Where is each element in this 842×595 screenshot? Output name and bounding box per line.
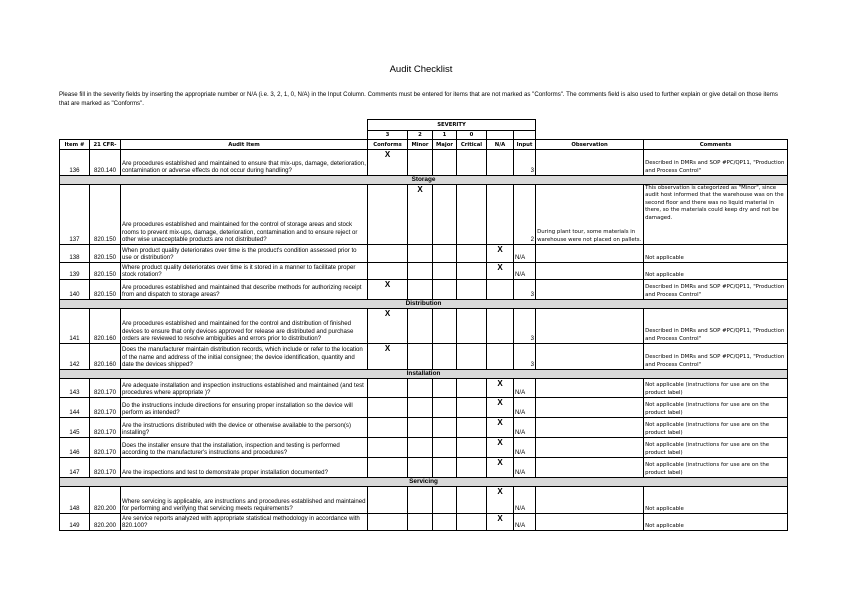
severity-3-label: 3 [368, 131, 408, 140]
comment-text[interactable]: Described in DMRs and SOP #PC/QP11, "Production and Process Control" [644, 344, 788, 370]
conforms-cell[interactable] [368, 185, 408, 245]
item-number: 140 [60, 280, 90, 300]
comment-text[interactable]: Not applicable [644, 514, 788, 531]
cfr-ref: 820.160 [90, 344, 121, 370]
observation-text[interactable] [536, 344, 644, 370]
audit-item-text: Are the instructions distributed with the device or otherwise available to the person(s) installing? [121, 418, 368, 438]
input-value[interactable]: N/A [514, 487, 536, 514]
critical-cell[interactable] [457, 458, 487, 478]
comment-text[interactable]: Not applicable (instructions for use are on the product label) [644, 379, 788, 398]
critical-cell[interactable] [457, 280, 487, 300]
table-row [60, 309, 788, 344]
na-mark[interactable]: X [487, 379, 514, 398]
input-value[interactable]: 3 [514, 344, 536, 370]
na-mark[interactable]: X [487, 514, 514, 531]
item-number: 144 [60, 398, 90, 418]
major-cell[interactable] [433, 458, 457, 478]
cfr-ref: 820.170 [90, 379, 121, 398]
audit-item-text: Are service reports analyzed with appropriate statistical methodology in accordance with 820.100? [121, 514, 368, 531]
na-mark[interactable]: X [487, 487, 514, 514]
minor-cell[interactable] [408, 514, 433, 531]
na-mark[interactable]: X [487, 245, 514, 263]
table-row [60, 487, 788, 514]
table-row [60, 150, 788, 176]
comment-text[interactable]: Not applicable (instructions for use are on the product label) [644, 438, 788, 458]
item-number: 137 [60, 185, 90, 245]
audit-item-text: Where product quality deteriorates over time is it stored in a manner to facilitate proper stock rotation? [121, 263, 368, 280]
conforms-mark[interactable]: X [368, 280, 408, 300]
minor-cell[interactable] [408, 418, 433, 438]
cfr-ref: 820.170 [90, 438, 121, 458]
item-number: 146 [60, 438, 90, 458]
col-cfr: 21 CFR- [90, 140, 121, 150]
minor-mark[interactable]: X [408, 185, 433, 245]
input-value[interactable]: 3 [514, 309, 536, 344]
item-number: 138 [60, 245, 90, 263]
major-cell[interactable] [433, 309, 457, 344]
severity-header: SEVERITY [368, 120, 536, 131]
conforms-cell[interactable] [368, 514, 408, 531]
conforms-cell[interactable] [368, 458, 408, 478]
comment-text[interactable]: Not applicable (instructions for use are on the product label) [644, 458, 788, 478]
input-value[interactable]: N/A [514, 379, 536, 398]
observation-text[interactable] [536, 263, 644, 280]
critical-cell[interactable] [457, 344, 487, 370]
col-critical: Critical [457, 140, 487, 150]
cfr-ref: 820.140 [90, 150, 121, 176]
input-value[interactable]: N/A [514, 263, 536, 280]
cfr-ref: 820.170 [90, 418, 121, 438]
major-cell[interactable] [433, 280, 457, 300]
col-minor: Minor [408, 140, 433, 150]
conforms-mark[interactable]: X [368, 309, 408, 344]
na-cell[interactable] [487, 309, 514, 344]
minor-cell[interactable] [408, 344, 433, 370]
table-row [60, 185, 788, 245]
severity-2-label: 2 [408, 131, 433, 140]
observation-text[interactable] [536, 309, 644, 344]
cfr-ref: 820.150 [90, 280, 121, 300]
na-mark[interactable]: X [487, 458, 514, 478]
critical-cell[interactable] [457, 514, 487, 531]
table-row [60, 344, 788, 370]
na-cell[interactable] [487, 185, 514, 245]
major-cell[interactable] [433, 379, 457, 398]
comment-text[interactable]: Not applicable (instructions for use are on the product label) [644, 418, 788, 438]
observation-text[interactable] [536, 514, 644, 531]
table-row [60, 379, 788, 398]
section-servicing: Servicing [60, 478, 788, 487]
col-observation: Observation [536, 140, 644, 150]
cfr-ref: 820.170 [90, 458, 121, 478]
comment-text[interactable]: Not applicable [644, 263, 788, 280]
section-installation: Installation [60, 370, 788, 379]
table-row [60, 245, 788, 263]
observation-text[interactable] [536, 398, 644, 418]
item-number: 136 [60, 150, 90, 176]
cfr-ref: 820.150 [90, 263, 121, 280]
minor-cell[interactable] [408, 280, 433, 300]
critical-cell[interactable] [457, 185, 487, 245]
critical-cell[interactable] [457, 309, 487, 344]
na-mark[interactable]: X [487, 263, 514, 280]
severity-0-label: 0 [457, 131, 487, 140]
input-value[interactable]: 2 [514, 185, 536, 245]
col-input: Input [514, 140, 536, 150]
conforms-cell[interactable] [368, 245, 408, 263]
major-cell[interactable] [433, 263, 457, 280]
col-na: N/A [487, 140, 514, 150]
major-cell[interactable] [433, 438, 457, 458]
item-number: 148 [60, 487, 90, 514]
conforms-cell[interactable] [368, 398, 408, 418]
instructions-text: Please fill in the severity fields by inserting the appropriate number or N/A (i.e. 3, 2, 1, 0, N/A) in the Input Column. Comments must be entered for items that are not marked as "Conforms". The comments field is also used to further explain or give detail on those items that are marked as "Conforms". [59, 91, 778, 107]
section-distribution: Distribution [60, 300, 788, 309]
audit-item-text: Are adequate installation and inspection instructions established and maintained (and test procedures where appropriate )? [121, 379, 368, 398]
col-item-number: Item # [60, 140, 90, 150]
input-value[interactable]: N/A [514, 438, 536, 458]
audit-item-text: Does the installer ensure that the installation, inspection and testing is performed according to the manufacturer's instructions and procedures? [121, 438, 368, 458]
minor-cell[interactable] [408, 379, 433, 398]
conforms-cell[interactable] [368, 379, 408, 398]
input-value[interactable]: 3 [514, 150, 536, 176]
observation-text[interactable] [536, 150, 644, 176]
critical-cell[interactable] [457, 150, 487, 176]
comment-text[interactable]: Not applicable (instructions for use are on the product label) [644, 398, 788, 418]
audit-item-text: Where servicing is applicable, are instructions and procedures established and maintained for performing and verifying that servicing meets requirements? [121, 487, 368, 514]
major-cell[interactable] [433, 150, 457, 176]
item-number: 145 [60, 418, 90, 438]
table-row [60, 398, 788, 418]
table-row [60, 280, 788, 300]
observation-text[interactable] [536, 458, 644, 478]
audit-item-text: Are the inspections and test to demonstrate proper installation documented? [121, 458, 368, 478]
table-row [60, 514, 788, 531]
major-cell[interactable] [433, 185, 457, 245]
comment-text[interactable]: Described in DMRs and SOP #PC/QP11, "Production and Process Control" [644, 280, 788, 300]
minor-cell[interactable] [408, 487, 433, 514]
conforms-cell[interactable] [368, 438, 408, 458]
conforms-cell[interactable] [368, 418, 408, 438]
comment-text[interactable]: Not applicable [644, 487, 788, 514]
observation-text[interactable] [536, 245, 644, 263]
comment-text[interactable]: Described in DMRs and SOP #PC/QP11, "Production and Process Control" [644, 150, 788, 176]
input-value[interactable]: N/A [514, 458, 536, 478]
conforms-cell[interactable] [368, 263, 408, 280]
input-value[interactable]: N/A [514, 514, 536, 531]
audit-item-text: Does the manufacturer maintain distribution records, which include or refer to the location of the name and address of the initial consignee; the device identification, quantity and date the devices shipped? [121, 344, 368, 370]
conforms-mark[interactable]: X [368, 150, 408, 176]
item-number: 143 [60, 379, 90, 398]
na-mark[interactable]: X [487, 418, 514, 438]
audit-item-text: Are procedures established and maintained for the control of storage areas and stock rooms to prevent mix-ups, damage, deterioration, contamination and to ensure reject or other wise unacceptable products are not distributed? [121, 185, 368, 245]
observation-text[interactable] [536, 487, 644, 514]
item-number: 147 [60, 458, 90, 478]
input-value[interactable]: N/A [514, 418, 536, 438]
item-number: 139 [60, 263, 90, 280]
audit-checklist-table [59, 119, 788, 531]
observation-text[interactable] [536, 418, 644, 438]
comment-text[interactable]: Described in DMRs and SOP #PC/QP11, "Production and Process Control" [644, 309, 788, 344]
minor-cell[interactable] [408, 438, 433, 458]
minor-cell[interactable] [408, 309, 433, 344]
col-audit-item: Audit Item [121, 140, 368, 150]
severity-1-label: 1 [433, 131, 457, 140]
table-row [60, 418, 788, 438]
col-comments: Comments [644, 140, 788, 150]
item-number: 141 [60, 309, 90, 344]
cfr-ref: 820.200 [90, 487, 121, 514]
audit-item-text: Do the instructions include directions for ensuring proper installation so the device will perform as intended? [121, 398, 368, 418]
na-cell[interactable] [487, 344, 514, 370]
major-cell[interactable] [433, 245, 457, 263]
cfr-ref: 820.160 [90, 309, 121, 344]
na-cell[interactable] [487, 150, 514, 176]
major-cell[interactable] [433, 487, 457, 514]
critical-cell[interactable] [457, 245, 487, 263]
input-value[interactable]: N/A [514, 398, 536, 418]
item-number: 149 [60, 514, 90, 531]
critical-cell[interactable] [457, 487, 487, 514]
observation-text[interactable] [536, 438, 644, 458]
comment-text[interactable]: This observation is categorized as "Minor", since audit host informed that the warehouse was on the second floor and there was no liquid material in there, so the materials could keep dry and not be damaged. [644, 185, 788, 245]
critical-cell[interactable] [457, 398, 487, 418]
major-cell[interactable] [433, 418, 457, 438]
observation-text[interactable] [536, 280, 644, 300]
major-cell[interactable] [433, 514, 457, 531]
table-row [60, 458, 788, 478]
minor-cell[interactable] [408, 458, 433, 478]
col-conforms: Conforms [368, 140, 408, 150]
critical-cell[interactable] [457, 263, 487, 280]
major-cell[interactable] [433, 344, 457, 370]
audit-item-text: When product quality deteriorates over time is the product's condition assessed prior to use or distribution? [121, 245, 368, 263]
na-cell[interactable] [487, 280, 514, 300]
input-value[interactable]: N/A [514, 245, 536, 263]
cfr-ref: 820.150 [90, 185, 121, 245]
conforms-mark[interactable]: X [368, 344, 408, 370]
audit-item-text: Are procedures established and maintained for the control and distribution of finished devices to ensure that only devices approved for release are distributed and purchase orders are reviewed to resolve ambiguities and errors prior to distribution? [121, 309, 368, 344]
cfr-ref: 820.150 [90, 245, 121, 263]
page-title: Audit Checklist [389, 64, 453, 75]
cfr-ref: 820.170 [90, 398, 121, 418]
critical-cell[interactable] [457, 418, 487, 438]
minor-cell[interactable] [408, 263, 433, 280]
critical-cell[interactable] [457, 438, 487, 458]
minor-cell[interactable] [408, 245, 433, 263]
audit-item-text: Are procedures established and maintained that describe methods for authorizing receipt from and dispatch to storage areas? [121, 280, 368, 300]
na-mark[interactable]: X [487, 438, 514, 458]
item-number: 142 [60, 344, 90, 370]
col-major: Major [433, 140, 457, 150]
section-storage: Storage [60, 176, 788, 185]
minor-cell[interactable] [408, 150, 433, 176]
cfr-ref: 820.200 [90, 514, 121, 531]
comment-text[interactable]: Not applicable [644, 245, 788, 263]
conforms-cell[interactable] [368, 487, 408, 514]
observation-text[interactable]: During plant tour, some materials in warehouse were not placed on pallets. [536, 185, 644, 245]
na-mark[interactable]: X [487, 398, 514, 418]
observation-text[interactable] [536, 379, 644, 398]
minor-cell[interactable] [408, 398, 433, 418]
audit-item-text: Are procedures established and maintained to ensure that mix-ups, damage, deterioration, contamination or adverse effects do not occur during handling? [121, 150, 368, 176]
major-cell[interactable] [433, 398, 457, 418]
table-row [60, 438, 788, 458]
input-value[interactable]: 3 [514, 280, 536, 300]
critical-cell[interactable] [457, 379, 487, 398]
table-row [60, 263, 788, 280]
